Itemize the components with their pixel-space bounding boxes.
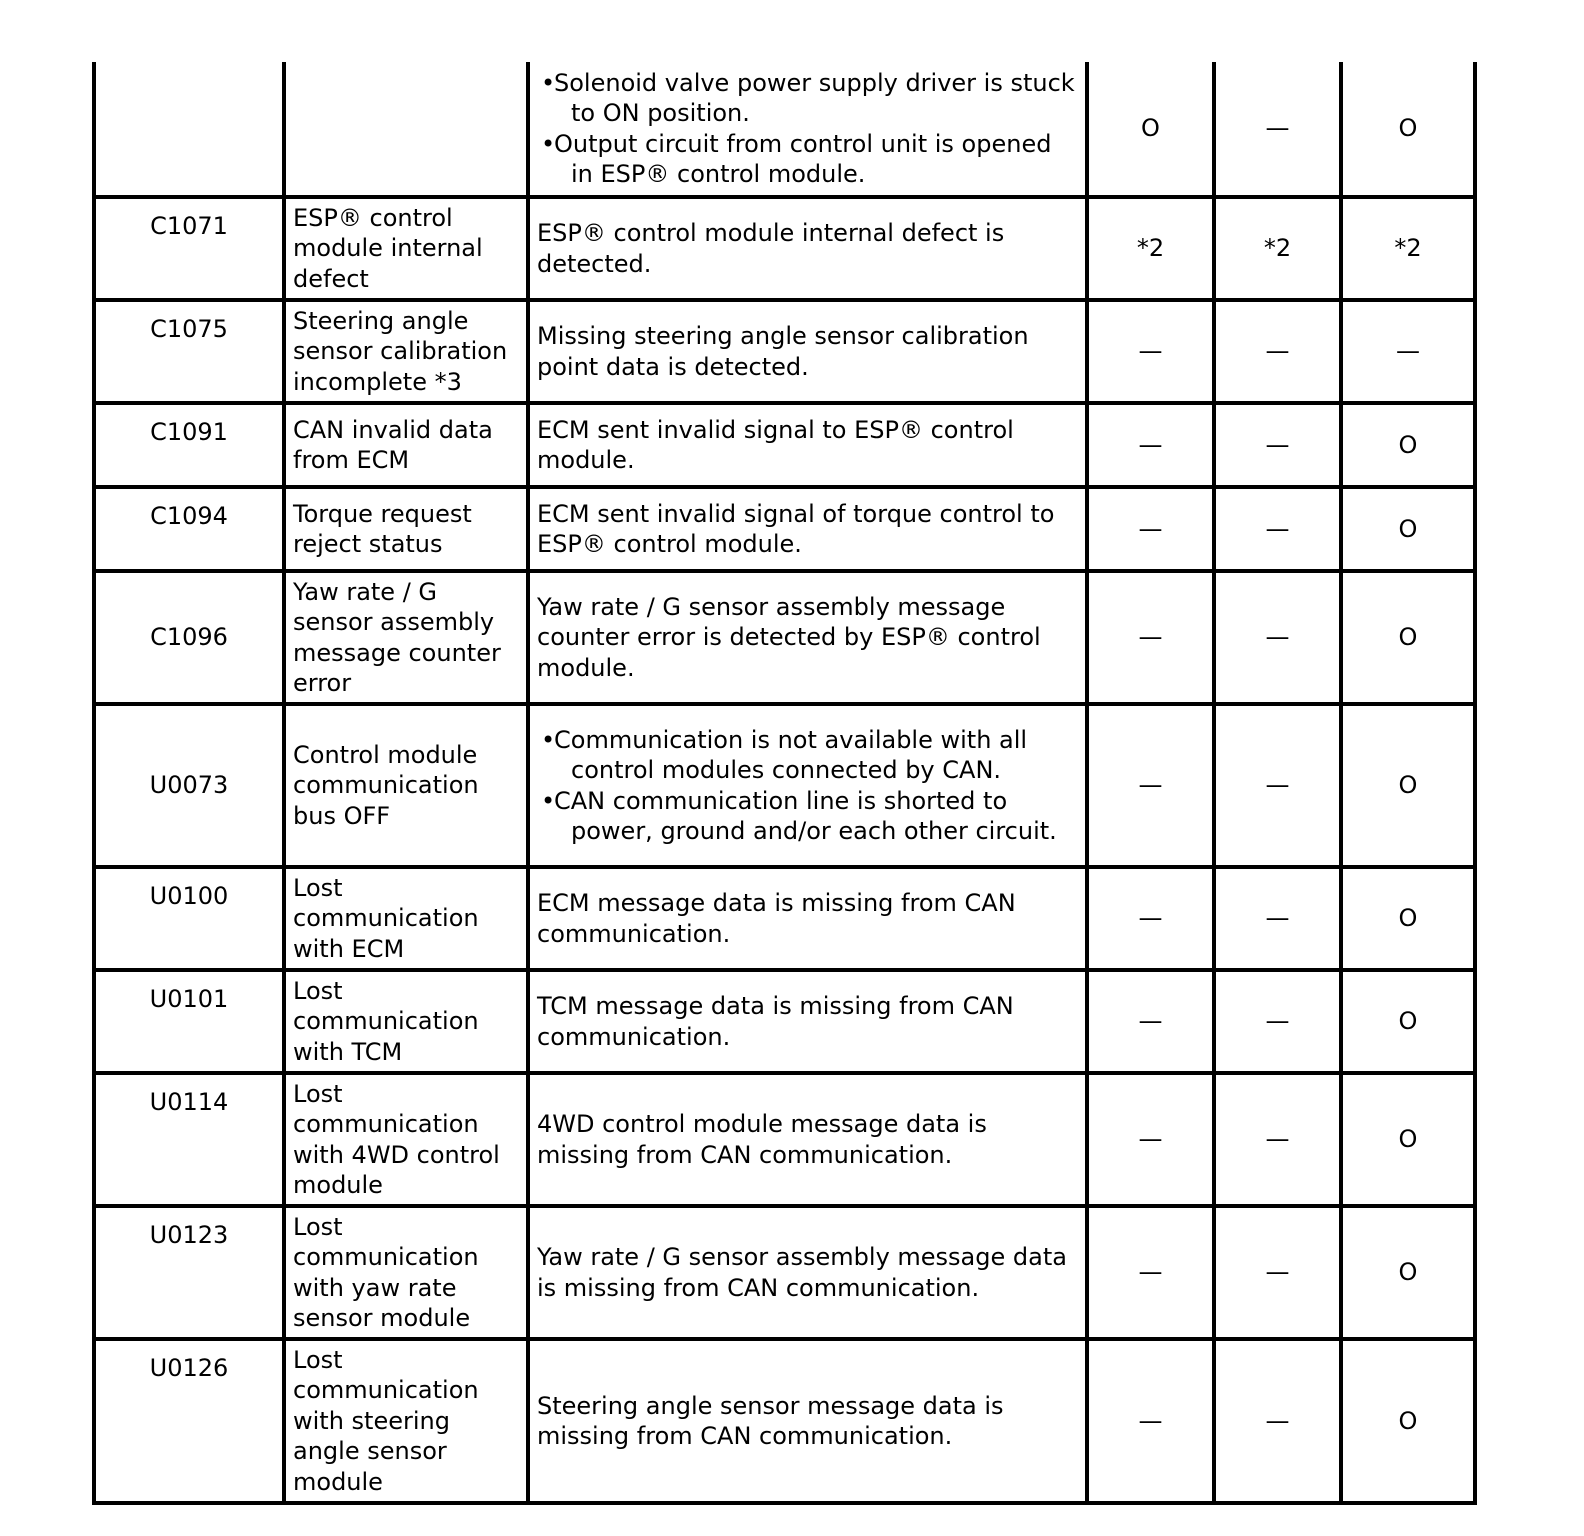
dtc-code: C1096 [94, 571, 284, 704]
mark-col-1: *2 [1087, 197, 1214, 300]
table-row [94, 1206, 1475, 1339]
dtc-name: Lost communication with yaw rate sensor module [284, 1206, 528, 1339]
mark-col-2: *2 [1214, 197, 1341, 300]
dtc-name: Lost communication with 4WD control module [284, 1073, 528, 1206]
mark-col-2: — [1214, 1073, 1341, 1206]
mark-col-1: — [1087, 1206, 1214, 1339]
mark-col-3: O [1341, 1206, 1475, 1339]
table-row [94, 867, 1475, 970]
dtc-name: Steering angle sensor calibration incomplete *3 [284, 300, 528, 403]
dtc-description: Yaw rate / G sensor assembly message data is missing from CAN communication. [528, 1206, 1087, 1339]
dtc-code: U0101 [94, 970, 284, 1073]
mark-col-2: — [1214, 704, 1341, 867]
table-row [94, 1073, 1475, 1206]
mark-col-2: — [1214, 867, 1341, 970]
mark-col-3: — [1341, 300, 1475, 403]
mark-col-1: — [1087, 704, 1214, 867]
dtc-description: ECM sent invalid signal to ESP® control module. [528, 403, 1087, 487]
dtc-name: Torque request reject status [284, 487, 528, 571]
mark-col-3: *2 [1341, 197, 1475, 300]
mark-col-2: — [1214, 62, 1341, 197]
mark-col-2: — [1214, 970, 1341, 1073]
mark-col-2: — [1214, 300, 1341, 403]
mark-col-1: — [1087, 487, 1214, 571]
mark-col-3: O [1341, 62, 1475, 197]
table-row [94, 970, 1475, 1073]
dtc-description: Steering angle sensor message data is missing from CAN communication. [528, 1339, 1087, 1503]
dtc-name: Lost communication with steering angle sensor module [284, 1339, 528, 1503]
dtc-code: C1075 [94, 300, 284, 403]
mark-col-1: — [1087, 300, 1214, 403]
table-row [94, 571, 1475, 704]
mark-col-1: — [1087, 970, 1214, 1073]
dtc-table [92, 62, 1477, 1505]
dtc-code: U0126 [94, 1339, 284, 1503]
dtc-description: ECM sent invalid signal of torque control to ESP® control module. [528, 487, 1087, 571]
dtc-name [284, 62, 528, 197]
dtc-description [528, 704, 1087, 867]
table-row [94, 403, 1475, 487]
description-bullet: • Output circuit from control unit is opened in ESP® control module. [537, 129, 1077, 190]
dtc-name: Lost communication with ECM [284, 867, 528, 970]
mark-col-3: O [1341, 571, 1475, 704]
dtc-name: CAN invalid data from ECM [284, 403, 528, 487]
dtc-code: U0123 [94, 1206, 284, 1339]
mark-col-3: O [1341, 487, 1475, 571]
mark-col-1: — [1087, 1339, 1214, 1503]
description-bullet: • Solenoid valve power supply driver is stuck to ON position. [537, 68, 1077, 129]
dtc-code: C1071 [94, 197, 284, 300]
dtc-name: Control module communication bus OFF [284, 704, 528, 867]
table-row [94, 62, 1475, 197]
dtc-code: U0073 [94, 704, 284, 867]
mark-col-3: O [1341, 704, 1475, 867]
table-row [94, 300, 1475, 403]
mark-col-3: O [1341, 1339, 1475, 1503]
table-row [94, 487, 1475, 571]
mark-col-2: — [1214, 403, 1341, 487]
mark-col-2: — [1214, 1339, 1341, 1503]
table-row [94, 197, 1475, 300]
dtc-description: Missing steering angle sensor calibration point data is detected. [528, 300, 1087, 403]
dtc-name: Yaw rate / G sensor assembly message counter error [284, 571, 528, 704]
mark-col-1: — [1087, 867, 1214, 970]
table-row [94, 1339, 1475, 1503]
dtc-name: ESP® control module internal defect [284, 197, 528, 300]
mark-col-1: — [1087, 1073, 1214, 1206]
dtc-code [94, 62, 284, 197]
mark-col-3: O [1341, 1073, 1475, 1206]
mark-col-3: O [1341, 403, 1475, 487]
dtc-code: U0100 [94, 867, 284, 970]
dtc-name: Lost communication with TCM [284, 970, 528, 1073]
mark-col-2: — [1214, 571, 1341, 704]
description-bullet: • CAN communication line is shorted to power, ground and/or each other circuit. [537, 786, 1077, 847]
dtc-description: Yaw rate / G sensor assembly message counter error is detected by ESP® control module. [528, 571, 1087, 704]
dtc-description: ESP® control module internal defect is detected. [528, 197, 1087, 300]
mark-col-3: O [1341, 867, 1475, 970]
dtc-description: 4WD control module message data is missing from CAN communication. [528, 1073, 1087, 1206]
dtc-code: C1091 [94, 403, 284, 487]
mark-col-1: O [1087, 62, 1214, 197]
mark-col-1: — [1087, 571, 1214, 704]
dtc-code: U0114 [94, 1073, 284, 1206]
mark-col-3: O [1341, 970, 1475, 1073]
dtc-description: ECM message data is missing from CAN communication. [528, 867, 1087, 970]
table-row [94, 704, 1475, 867]
dtc-description: TCM message data is missing from CAN communication. [528, 970, 1087, 1073]
description-bullet: • Communication is not available with all control modules connected by CAN. [537, 725, 1077, 786]
dtc-description [528, 62, 1087, 197]
dtc-code: C1094 [94, 487, 284, 571]
mark-col-2: — [1214, 1206, 1341, 1339]
mark-col-2: — [1214, 487, 1341, 571]
mark-col-1: — [1087, 403, 1214, 487]
